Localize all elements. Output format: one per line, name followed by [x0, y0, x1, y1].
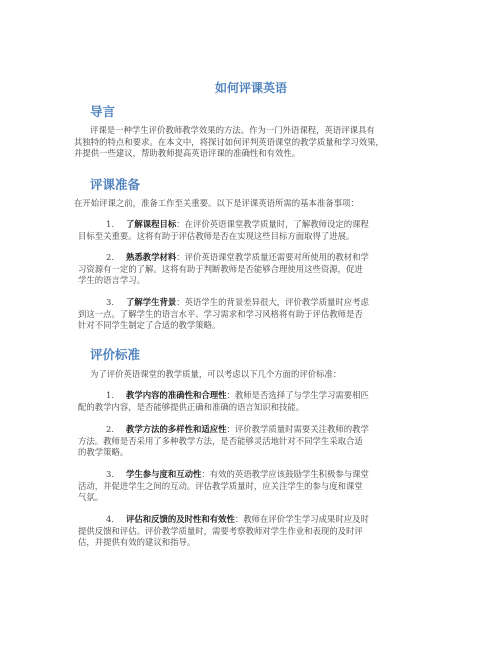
- item-bold-label: 教学方法的多样性和适应性: [126, 424, 227, 434]
- criteria-heading: 评价标准: [90, 347, 141, 362]
- item-text: ：教师是否选择了与学生学习需要相匹: [226, 390, 369, 400]
- item-text: ：英语学生的背景差异很大，评价教学质量时应考虑: [176, 297, 369, 307]
- criteria-item-4: [78, 514, 420, 549]
- item-bold-label: 了解学生背景: [126, 297, 177, 307]
- item-text: ：评价英语课堂教学质量还需要对所使用的教材和学: [176, 252, 369, 262]
- criteria-item-1: [78, 390, 420, 413]
- item-bold-label: 了解课程目标: [126, 219, 177, 229]
- item-number: 1.: [106, 390, 114, 400]
- item-number: 3.: [106, 469, 114, 479]
- prep-item-2: [78, 252, 420, 287]
- item-number: 1.: [106, 219, 114, 229]
- item-text: ：在评价英语课堂教学质量时，了解教师设定的课程: [176, 219, 369, 229]
- item-bold-label: 熟悉教学材料: [126, 252, 177, 262]
- item-text: ：有效的英语教学应该鼓励学生积极参与课堂: [201, 469, 369, 479]
- document-title: 如何评课英语: [214, 81, 287, 95]
- prep-lead-line: 在开始评课之前，准备工作至关重要。以下是评课英语所需的基本准备事项：: [74, 198, 359, 208]
- criteria-item-3: [78, 469, 420, 504]
- item-bold-label: 学生参与度和互动性: [126, 469, 202, 479]
- prep-lead: [74, 198, 434, 210]
- intro-paragraph: [74, 125, 420, 160]
- item-text-line: 估，并提供有效的建议和指导。: [78, 537, 196, 547]
- item-number: 2.: [106, 252, 114, 262]
- item-bold-label: 评估和反馈的及时性和有效性: [126, 514, 235, 524]
- item-text-line: 活动，并促进学生之间的互动。评估教学质量时，应关注学生的参与度和课堂: [78, 480, 363, 491]
- intro-line: 其独特的特点和要求。在本文中，将探讨如何评判英语课堂的教学质量和学习效果，: [74, 136, 384, 147]
- item-text-line: 习资源有一定的了解。这将有助于判断教师是否能够合理使用这些资源，促进: [78, 263, 363, 274]
- item-text-line: 目标至关重要。这将有助于评估教师是否在实现这些目标方面取得了进展。: [78, 230, 355, 241]
- item-number: 2.: [106, 424, 114, 434]
- intro-line: 并提供一些建议，帮助教师提高英语评课的准确性和有效性。: [74, 148, 301, 158]
- item-text-line: 配的教学内容，是否能够提供正确和准确的语言知识和技能。: [78, 401, 305, 412]
- item-text-line: 的教学策略。: [78, 447, 129, 457]
- item-text: ：教师在评价学生学习成果时应及时: [234, 514, 369, 524]
- item-bold-label: 教学内容的准确性和合理性: [126, 390, 227, 400]
- item-text-line: 到这一点。了解学生的语言水平、学习需求和学习风格将有助于评估教师是否: [78, 308, 363, 319]
- intro-heading: 导言: [90, 104, 116, 119]
- prep-item-3: [78, 297, 420, 332]
- item-text-line: 方法。教师是否采用了多种教学方法，是否能够灵活地针对不同学生采取合适: [78, 435, 363, 446]
- item-text-line: 学生的语言学习。: [78, 275, 145, 285]
- item-number: 4.: [106, 514, 114, 524]
- item-number: 3.: [106, 297, 114, 307]
- prep-item-1: [78, 219, 420, 242]
- item-text-line: 提供反馈和评估。评价教学质量时，需要考察教师对学生作业和表现的及时评: [78, 525, 363, 536]
- prep-heading: 评课准备: [90, 177, 141, 192]
- criteria-lead-line: 为了评价英语课堂的教学质量，可以考虑以下几个方面的评价标准：: [90, 369, 342, 379]
- item-text-line: 气氛。: [78, 492, 104, 502]
- intro-line: 评课是一种学生评价教师教学效果的方法。作为一门外语课程，英语评课具有: [90, 125, 375, 135]
- item-text: ：评价教学质量时需要关注教师的教学: [226, 424, 369, 434]
- criteria-item-2: [78, 424, 420, 459]
- criteria-lead: [90, 369, 450, 381]
- item-text-line: 针对不同学生制定了合适的教学策略。: [78, 320, 221, 330]
